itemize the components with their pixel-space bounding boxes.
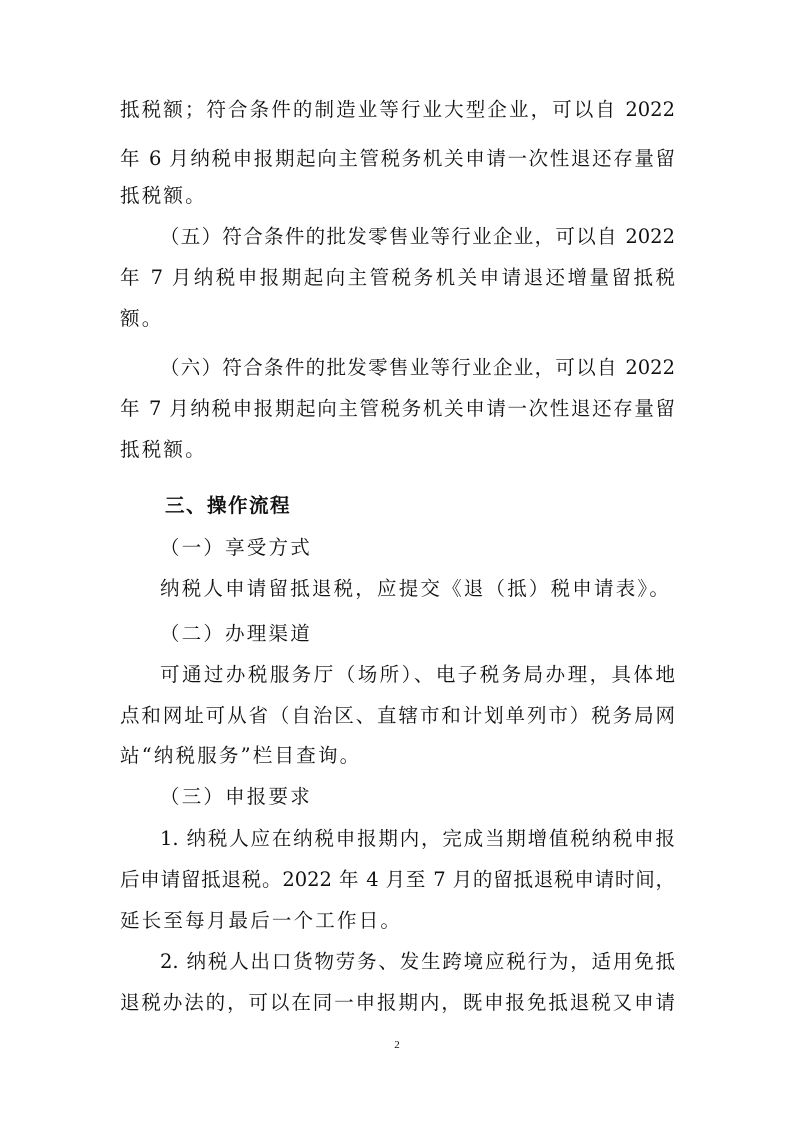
paragraph-line: 年 7 月纳税申报期起向主管税务机关申请退还增量留抵税 <box>120 266 675 289</box>
paragraph-line: 年 6 月纳税申报期起向主管税务机关申请一次性退还存量留 <box>120 147 675 170</box>
page-number: 2 <box>394 1039 400 1051</box>
paragraph-line: 抵税额。 <box>120 438 207 461</box>
paragraph-line: 2. 纳税人出口货物劳务、发生跨境应税行为，适用免抵 <box>160 950 675 973</box>
paragraph-line: 抵税额；符合条件的制造业等行业大型企业，可以自 2022 <box>120 98 675 121</box>
paragraph-line: 退税办法的，可以在同一申报期内，既申报免抵退税又申请 <box>120 991 675 1014</box>
paragraph-line: 延长至每月最后一个工作日。 <box>120 909 403 932</box>
subsection-heading: （三）申报要求 <box>160 785 312 808</box>
paragraph-line: 可通过办税服务厅（场所）、电子税务局办理，具体地 <box>160 663 675 686</box>
subsection-heading: （二）办理渠道 <box>160 622 312 645</box>
paragraph-line: （六）符合条件的批发零售业等行业企业，可以自 2022 <box>160 356 675 379</box>
section-heading: 三、操作流程 <box>165 494 292 517</box>
paragraph-line: 年 7 月纳税申报期起向主管税务机关申请一次性退还存量留 <box>120 397 675 420</box>
paragraph-line: 后申请留抵退税。2022 年 4 月至 7 月的留抵退税申请时间， <box>120 868 675 891</box>
paragraph-line: 站“纳税服务”栏目查询。 <box>120 744 362 767</box>
subsection-heading: （一）享受方式 <box>160 536 312 559</box>
paragraph-line: 抵税额。 <box>120 184 207 207</box>
paragraph-line: 1. 纳税人应在纳税申报期内，完成当期增值税纳税申报 <box>160 827 675 850</box>
paragraph-line: 额。 <box>120 307 164 330</box>
paragraph-line: 纳税人申请留抵退税，应提交《退（抵）税申请表》。 <box>160 577 672 600</box>
paragraph-line: 点和网址可从省（自治区、直辖市和计划单列市）税务局网 <box>120 704 675 727</box>
paragraph-line: （五）符合条件的批发零售业等行业企业，可以自 2022 <box>160 225 675 248</box>
